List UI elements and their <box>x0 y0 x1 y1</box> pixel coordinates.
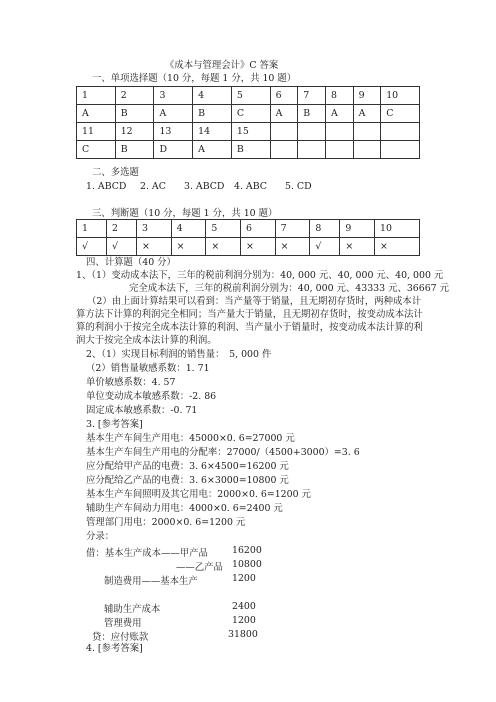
table-cell: × <box>340 238 375 256</box>
table-cell: 13 <box>154 123 193 141</box>
table-cell: 9 <box>340 220 375 238</box>
single-choice-table <box>76 86 420 159</box>
table-cell: 5 <box>206 220 241 238</box>
table-cell: × <box>171 238 206 256</box>
section1-heading: 一、单项选择题（10 分，每题 1 分，共 10 题） <box>92 73 297 84</box>
multi-choice-answer: 1. ABCD <box>86 181 127 192</box>
table-cell: 6 <box>240 220 275 238</box>
calc-line: 单位变动成本敏感系数：-2. 86 <box>86 391 217 402</box>
calc-line: 算的利润小于按完全成本法计算的利润、当产量小于销量时，按变动成本法计算的利 <box>76 322 423 333</box>
calc-line: 4. [参考答案] <box>86 643 143 654</box>
table-cell <box>326 123 354 141</box>
table-cell: A <box>326 105 354 123</box>
table-cell: B <box>298 105 326 123</box>
table-cell <box>270 141 298 159</box>
table-row <box>77 87 420 105</box>
calc-line: 基本生产车间生产用电：45000×0. 6=27000 元 <box>86 433 295 444</box>
table-cell: × <box>136 238 171 256</box>
table-cell <box>381 141 420 159</box>
calc-line: 3. [参考答案] <box>86 419 143 430</box>
table-cell: 6 <box>270 87 298 105</box>
table-cell: A <box>353 105 381 123</box>
table-cell: 8 <box>310 220 340 238</box>
table-cell <box>270 123 298 141</box>
table-cell: 1 <box>77 87 116 105</box>
table-cell: B <box>231 141 270 159</box>
table-row <box>77 220 420 238</box>
table-cell: 10 <box>374 220 419 238</box>
table-cell: C <box>381 105 420 123</box>
entry-label: 贷：应付账款 <box>92 632 149 643</box>
entry-label: 管理费用 <box>104 618 142 629</box>
table-cell <box>298 123 326 141</box>
entry-amount: 2400 <box>232 601 256 612</box>
multi-choice-answer: 2. AC <box>140 181 166 192</box>
table-cell: √ <box>106 238 136 256</box>
table-cell: √ <box>77 238 107 256</box>
true-false-table <box>76 219 420 256</box>
table-row <box>77 123 420 141</box>
table-cell: D <box>154 141 193 159</box>
document-title: 《成本与管理会计》C 答案 <box>165 60 279 71</box>
table-cell: 10 <box>381 87 420 105</box>
table-row <box>77 238 420 256</box>
calc-line: （2）由上面计算结果可以看到：当产量等于销量，且无期初存货时，两种成本计 <box>87 296 422 307</box>
calc-line: 1、（1）变动成本法下，三年的税前利润分别为：40, 000 元、40, 000 元、40, 000 元 <box>76 270 444 281</box>
table-cell: 15 <box>231 123 270 141</box>
table-cell: 3 <box>154 87 193 105</box>
multi-choice-answer: 4. ABC <box>234 181 267 192</box>
table-cell: B <box>115 141 154 159</box>
table-cell: × <box>275 238 310 256</box>
table-row <box>77 105 420 123</box>
table-cell: × <box>374 238 419 256</box>
table-cell: 4 <box>171 220 206 238</box>
table-cell: 1 <box>77 220 107 238</box>
table-cell: 7 <box>275 220 310 238</box>
table-cell: A <box>154 105 193 123</box>
table-cell: 9 <box>353 87 381 105</box>
entry-label: 辅助生产成本 <box>104 604 161 615</box>
entry-label: ——乙产品 <box>176 562 223 573</box>
table-cell <box>326 141 354 159</box>
table-cell: 12 <box>115 123 154 141</box>
table-cell: 4 <box>193 87 232 105</box>
calc-line: 算方法下计算的利润完全相同；当产量大于销量，且无期初存货时，按变动成本法计 <box>76 309 423 320</box>
table-cell: 2 <box>106 220 136 238</box>
section3-heading: 三、判断题（10 分，每题 1 分，共 10 题） <box>92 208 278 219</box>
table-cell <box>298 141 326 159</box>
table-cell: 14 <box>193 123 232 141</box>
multi-choice-answer: 3. ABCD <box>184 181 225 192</box>
table-cell: C <box>231 105 270 123</box>
table-cell: 5 <box>231 87 270 105</box>
calc-line: 应分配给甲产品的电费：3. 6×4500=16200 元 <box>86 461 289 472</box>
calc-line: 辅助生产车间动力用电：4000×0. 6=2400 元 <box>86 503 283 514</box>
calc-line: 固定成本敏感系数：-0. 71 <box>86 405 198 416</box>
table-cell <box>353 123 381 141</box>
table-cell: × <box>206 238 241 256</box>
table-cell: A <box>193 141 232 159</box>
table-cell: 11 <box>77 123 116 141</box>
calc-line: 2、（1）实现目标利润的销售量： 5, 000 件 <box>86 349 272 360</box>
entry-amount: 1200 <box>232 615 256 626</box>
table-cell <box>353 141 381 159</box>
calc-line: 应分配给乙产品的电费：3. 6×3000=10800 元 <box>86 475 289 486</box>
table-cell <box>381 123 420 141</box>
table-cell: A <box>270 105 298 123</box>
calc-line: 基本生产车间照明及其它用电：2000×0. 6=1200 元 <box>86 489 311 500</box>
table-row <box>77 141 420 159</box>
calc-line: 完全成本法下，三年的税前利润分别为：40, 000 元、43333 元、36667 元 <box>129 283 449 294</box>
calc-line: 润大于按完全成本法计算的利润。 <box>76 335 217 346</box>
table-cell: × <box>240 238 275 256</box>
table-cell: 3 <box>136 220 171 238</box>
table-cell: 7 <box>298 87 326 105</box>
entry-label: 制造费用——基本生产 <box>104 576 198 587</box>
table-cell: A <box>77 105 116 123</box>
entry-amount: 16200 <box>232 545 262 556</box>
calc-line: 单价敏感系数：4. 57 <box>86 377 176 388</box>
table-cell: B <box>193 105 232 123</box>
section2-heading: 二、多选题 <box>92 167 139 178</box>
calc-line: 基本生产车间生产用电的分配率：27000/（4500+3000）=3. 6 <box>86 447 360 458</box>
entry-amount: 10800 <box>232 559 262 570</box>
entry-amount: 31800 <box>228 629 258 640</box>
entry-label: 借：基本生产成本——甲产品 <box>86 548 208 559</box>
table-cell: 8 <box>326 87 354 105</box>
multi-choice-answer: 5. CD <box>285 181 312 192</box>
table-cell: C <box>77 141 116 159</box>
calc-line: （2）销售量敏感系数：1. 71 <box>86 363 210 374</box>
table-cell: B <box>115 105 154 123</box>
calc-line: 管理部门用电：2000×0. 6=1200 元 <box>86 517 246 528</box>
entry-amount: 1200 <box>232 573 256 584</box>
calc-line: 分录： <box>86 531 115 542</box>
section4-heading: 四、计算题（40 分） <box>86 257 176 268</box>
table-cell: √ <box>310 238 340 256</box>
table-cell: 2 <box>115 87 154 105</box>
